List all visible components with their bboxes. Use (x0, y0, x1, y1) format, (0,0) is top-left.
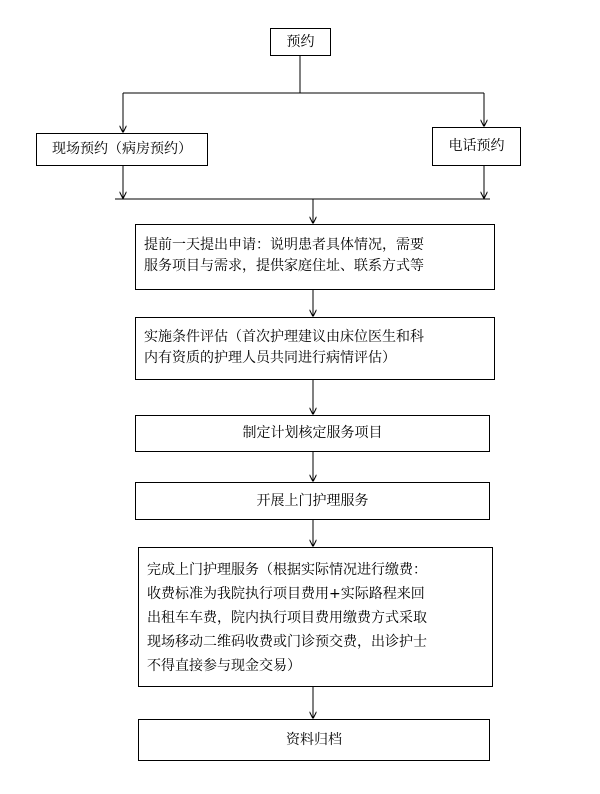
node-apply (135, 224, 495, 290)
node-onsite-booking (36, 133, 208, 166)
node-home-care-label: 开展上门护理服务 (256, 492, 369, 509)
node-start (270, 28, 331, 56)
node-complete-service-line-2: 收费标准为我院执行项目费用+实际路程来回 (147, 586, 425, 602)
node-complete-service (138, 547, 493, 687)
node-archive (138, 719, 490, 761)
node-assessment-line-2: 内有资质的护理人员共同进行病情评估） (144, 350, 396, 366)
node-plan (135, 415, 490, 452)
node-phone-booking (432, 127, 521, 166)
node-archive-label: 资料归档 (286, 731, 342, 748)
node-plan-label: 制定计划核定服务项目 (242, 425, 383, 441)
node-home-care (135, 482, 490, 520)
node-apply-line-2: 服务项目与需求，提供家庭住址、联系方式等 (144, 258, 424, 274)
node-assessment-line-1: 实施条件评估（首次护理建议由床位医生和科 (144, 329, 424, 345)
node-apply-line-1: 提前一天提出申请：说明患者具体情况，需要 (144, 237, 424, 253)
node-assessment (135, 317, 495, 380)
node-phone-booking-label: 电话预约 (448, 138, 505, 154)
node-complete-service-line-1: 完成上门护理服务（根据实际情况进行缴费： (147, 562, 427, 578)
node-onsite-booking-label: 现场预约（病房预约） (52, 141, 192, 157)
node-complete-service-line-4: 现场移动二维码收费或门诊预交费，出诊护士 (147, 634, 427, 650)
node-complete-service-line-5: 不得直接参与现金交易） (147, 658, 301, 674)
node-complete-service-line-3: 出租车车费，院内执行项目费用缴费方式采取 (147, 610, 427, 626)
node-start-label: 预约 (286, 33, 315, 50)
